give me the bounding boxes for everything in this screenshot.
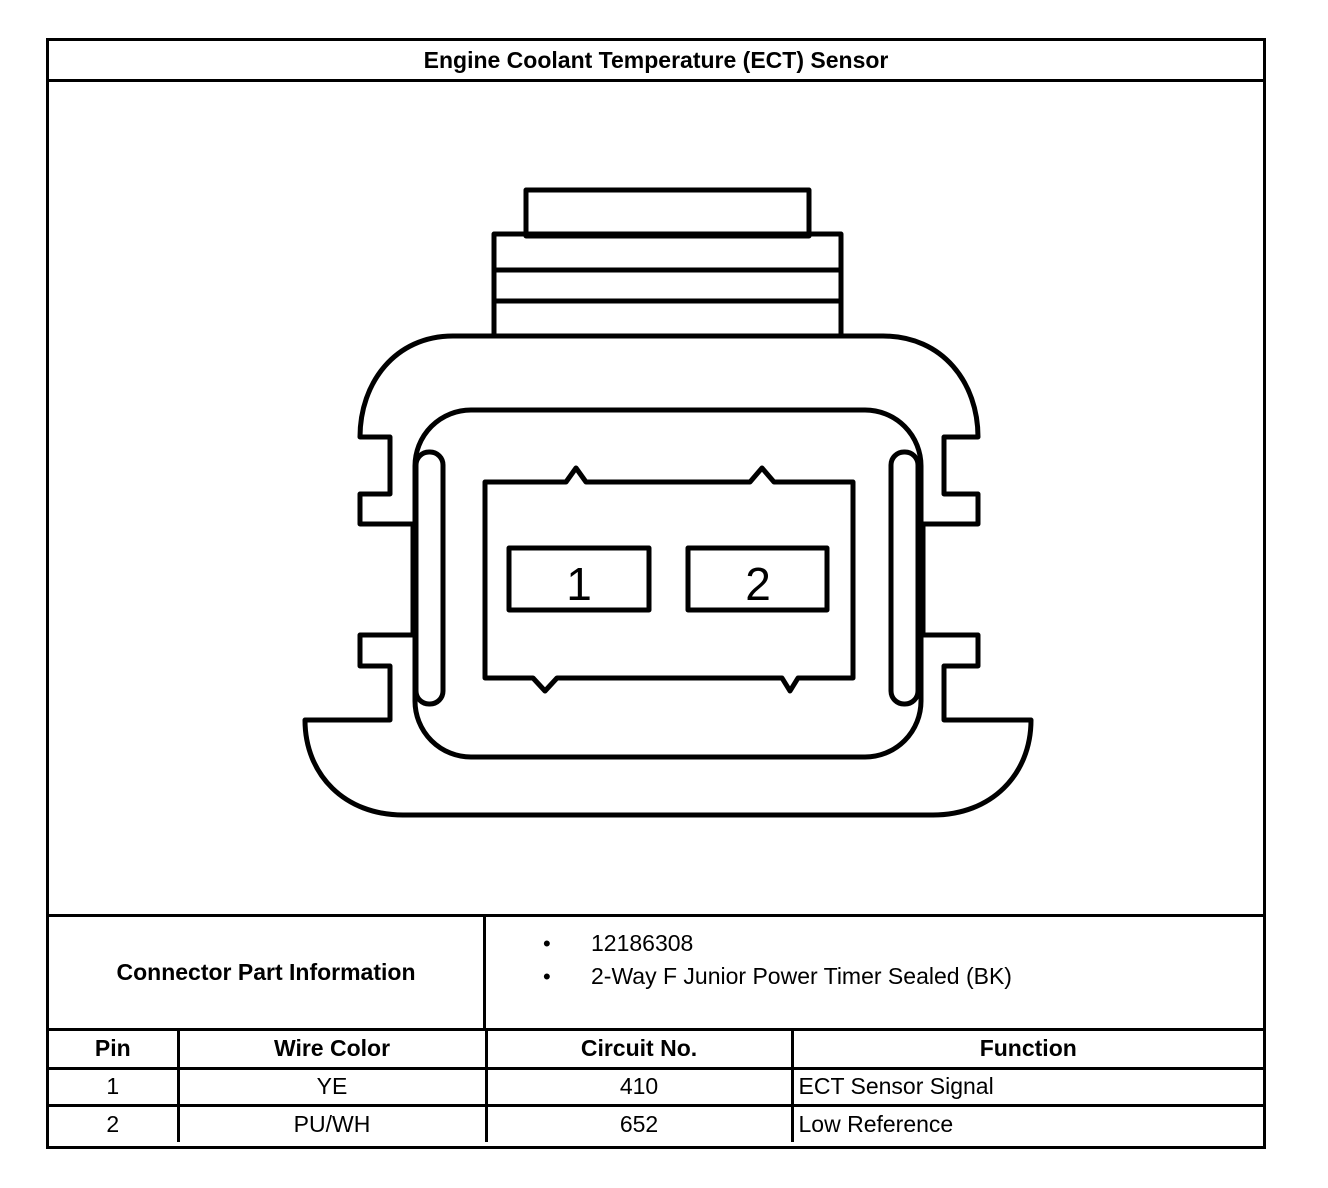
page-title: Engine Coolant Temperature (ECT) Sensor [49,41,1263,82]
part-description: 2-Way F Junior Power Timer Sealed (BK) [591,963,1012,989]
cell-wire-color: YE [178,1068,486,1105]
header-pin: Pin [49,1031,178,1068]
pin-label-2: 2 [745,558,771,610]
left-lock-rail [416,452,443,704]
cell-wire-color: PU/WH [178,1105,486,1142]
table-row [49,1068,1263,1105]
pin-table [49,1031,1263,1142]
list-item [486,960,1263,993]
cell-pin: 2 [49,1105,178,1142]
cell-pin: 1 [49,1068,178,1105]
lock-tab-base [494,234,841,336]
lock-tab-top [526,190,809,236]
cell-function: Low Reference [798,1110,954,1137]
connector-face-drawing [49,82,1263,917]
table-row [49,1105,1263,1142]
bullet-icon: • [543,931,551,956]
connector-sheet [46,38,1266,1149]
pin-label-1: 1 [566,558,592,610]
cell-circuit-no: 652 [486,1105,792,1142]
list-item [486,927,1263,960]
connector-part-info [49,914,1263,1031]
part-info-list [486,917,1263,1028]
cell-circuit-no: 410 [486,1068,792,1105]
cell-function: ECT Sensor Signal [792,1068,1263,1105]
right-lock-rail [891,452,918,704]
header-circuit-no: Circuit No. [486,1031,792,1068]
bullet-icon: • [543,964,551,989]
connector-diagram [49,82,1263,917]
inner-cavity [415,410,921,757]
header-wire-color: Wire Color [178,1031,486,1068]
table-header-row [49,1031,1263,1068]
part-number: 12186308 [591,930,694,956]
part-info-label: Connector Part Information [49,917,486,1028]
header-function: Function [792,1031,1263,1068]
terminal-block [485,468,853,691]
